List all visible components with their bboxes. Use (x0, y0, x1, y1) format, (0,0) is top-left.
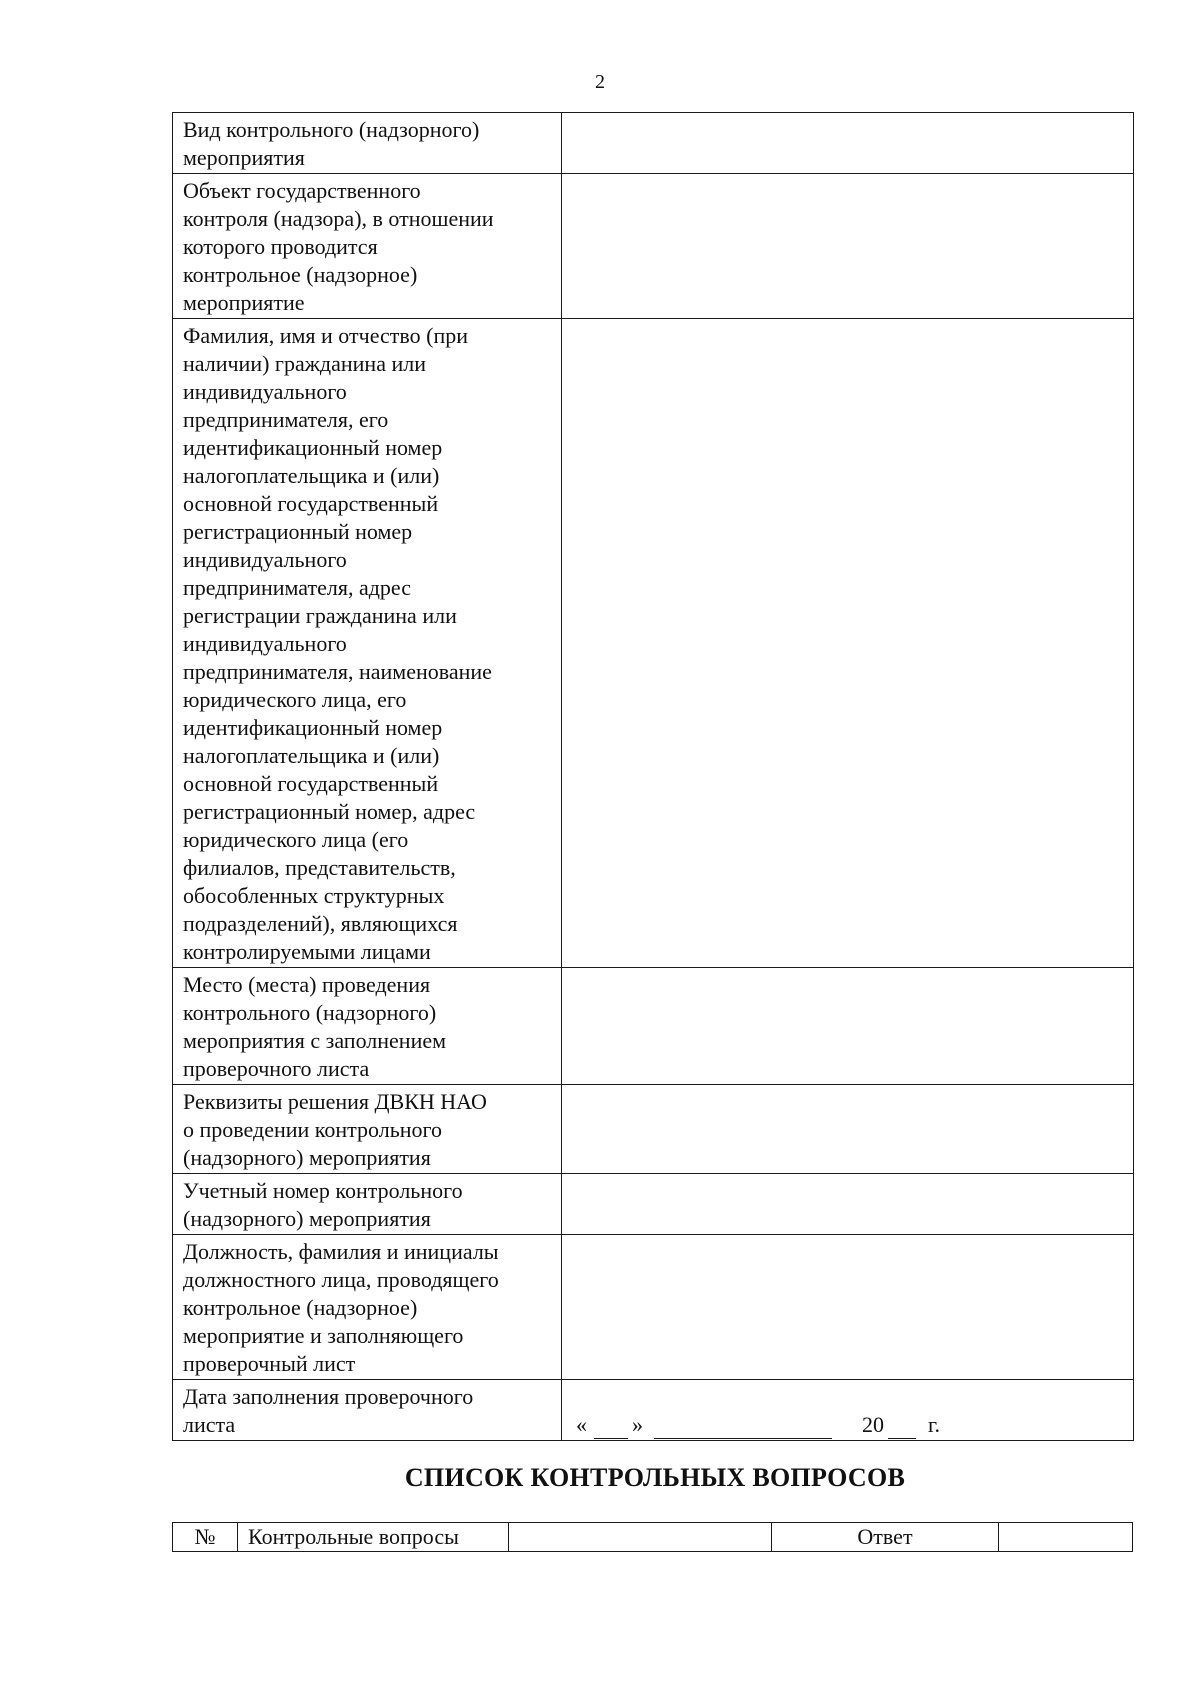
label-line: мероприятие (183, 290, 305, 315)
row-label-controlled-person (173, 319, 562, 968)
label-line: проверочного листа (183, 1056, 370, 1081)
table-row (173, 1380, 1134, 1441)
value-field-inspection-place[interactable] (562, 968, 1134, 1085)
row-label-fill-date (173, 1380, 562, 1441)
label-line: которого проводится (183, 234, 378, 259)
table-row (173, 1235, 1134, 1380)
label-line: регистрационный номер (183, 519, 413, 544)
row-label-official (173, 1235, 562, 1380)
inspection-info-table (172, 112, 1134, 1441)
label-line: проверочный лист (183, 1351, 356, 1376)
label-line: контроля (надзора), в отношении (183, 206, 494, 231)
label-line: идентификационный номер (183, 715, 443, 740)
label-line: контролируемыми лицами (183, 939, 431, 964)
label-line: Учетный номер контрольного (183, 1178, 463, 1203)
label-line: мероприятие и заполняющего (183, 1323, 464, 1348)
label-line: подразделений), являющихся (183, 911, 458, 936)
label-line: обособленных структурных (183, 883, 445, 908)
header-blank (509, 1523, 772, 1552)
label-line: предпринимателя, его (183, 407, 389, 432)
value-field-registration-number[interactable] (562, 1174, 1134, 1235)
date-century: 20 (862, 1412, 884, 1437)
label-line: индивидуального (183, 547, 347, 572)
label-line: мероприятия (183, 145, 305, 170)
label-line: контрольное (надзорное) (183, 1295, 418, 1320)
table-row (173, 174, 1134, 319)
label-line: Объект государственного (183, 178, 421, 203)
label-line: регистрационный номер, адрес (183, 799, 476, 824)
value-field-controlled-person[interactable] (562, 319, 1134, 968)
label-line: основной государственный (183, 771, 439, 796)
label-line: наличии) гражданина или (183, 351, 426, 376)
label-line: Фамилия, имя и отчество (при (183, 323, 468, 348)
label-line: предпринимателя, наименование (183, 659, 492, 684)
header-control-questions: Контрольные вопросы (238, 1523, 509, 1552)
value-field-inspection-type[interactable] (562, 113, 1134, 174)
label-line: индивидуального (183, 379, 347, 404)
header-answer: Ответ (772, 1523, 999, 1552)
label-line: юридического лица, его (183, 687, 407, 712)
table-row (173, 319, 1134, 968)
date-year-blank[interactable] (888, 1416, 916, 1439)
value-field-decision-details[interactable] (562, 1085, 1134, 1174)
table-row (173, 113, 1134, 174)
row-label-inspection-place (173, 968, 562, 1085)
label-line: Вид контрольного (надзорного) (183, 117, 480, 142)
table-header-row (173, 1523, 1133, 1552)
label-line: предпринимателя, адрес (183, 575, 412, 600)
table-row (173, 968, 1134, 1085)
date-day-blank[interactable] (594, 1416, 628, 1439)
control-questions-table (172, 1522, 1133, 1552)
table-row (173, 1174, 1134, 1235)
date-quote-close: » (632, 1412, 643, 1437)
date-year-suffix: г. (928, 1412, 941, 1437)
label-line: должностного лица, проводящего (183, 1267, 499, 1292)
label-line: листа (183, 1412, 236, 1437)
row-label-inspection-type (173, 113, 562, 174)
date-month-blank[interactable] (654, 1416, 832, 1439)
label-line: налогоплательщика и (или) (183, 743, 440, 768)
label-line: индивидуального (183, 631, 347, 656)
label-line: основной государственный (183, 491, 439, 516)
label-line: (надзорного) мероприятия (183, 1206, 431, 1231)
row-label-decision-details (173, 1085, 562, 1174)
label-line: контрольного (надзорного) (183, 1000, 437, 1025)
label-line: (надзорного) мероприятия (183, 1145, 431, 1170)
row-label-control-object (173, 174, 562, 319)
row-label-registration-number (173, 1174, 562, 1235)
header-extra (999, 1523, 1133, 1552)
label-line: Должность, фамилия и инициалы (183, 1239, 499, 1264)
label-line: налогоплательщика и (или) (183, 463, 440, 488)
value-field-control-object[interactable] (562, 174, 1134, 319)
label-line: контрольное (надзорное) (183, 262, 418, 287)
label-line: филиалов, представительств, (183, 855, 456, 880)
page-number: 2 (595, 71, 605, 93)
date-line (562, 1411, 1133, 1439)
label-line: Дата заполнения проверочного (183, 1384, 474, 1409)
label-line: Реквизиты решения ДВКН НАО (183, 1089, 487, 1114)
date-quote-open: « (576, 1412, 587, 1437)
label-line: о проведении контрольного (183, 1117, 442, 1142)
label-line: мероприятия с заполнением (183, 1028, 447, 1053)
section-title: СПИСОК КОНТРОЛЬНЫХ ВОПРОСОВ (404, 1463, 906, 1492)
label-line: юридического лица (его (183, 827, 409, 852)
label-line: Место (места) проведения (183, 972, 431, 997)
fill-date-field[interactable] (562, 1380, 1134, 1441)
header-number: № (173, 1523, 238, 1552)
value-field-official[interactable] (562, 1235, 1134, 1380)
label-line: идентификационный номер (183, 435, 443, 460)
table-row (173, 1085, 1134, 1174)
label-line: регистрации гражданина или (183, 603, 457, 628)
